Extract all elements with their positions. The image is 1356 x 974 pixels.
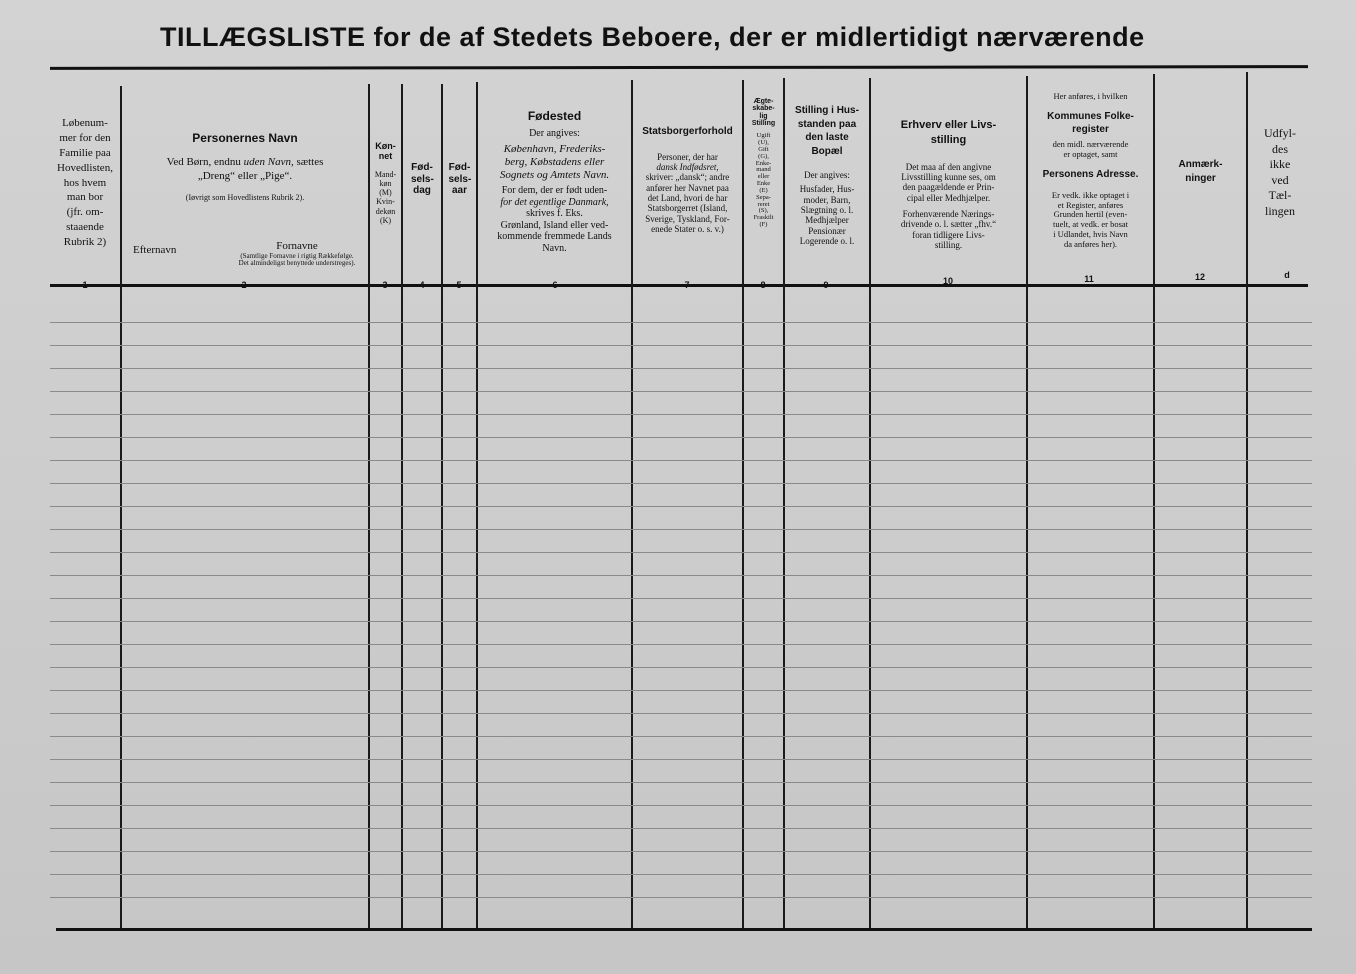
row-line xyxy=(50,874,1312,875)
column-number: d xyxy=(1284,270,1290,280)
header-col-3: Køn-net Mand- køn (M) Kvin- dekøn (K) xyxy=(374,141,397,225)
row-line xyxy=(50,437,1312,438)
row-line xyxy=(50,598,1312,599)
row-line xyxy=(50,345,1312,346)
row-line xyxy=(50,368,1312,369)
row-line xyxy=(50,552,1312,553)
column-number: 11 xyxy=(1084,274,1094,284)
column-number: 4 xyxy=(419,280,425,290)
row-line xyxy=(50,621,1312,622)
row-line xyxy=(50,483,1312,484)
row-line xyxy=(50,414,1312,415)
row-line xyxy=(50,851,1312,852)
row-line xyxy=(50,782,1312,783)
column-number: 5 xyxy=(456,280,462,290)
bottom-rule xyxy=(56,928,1312,931)
form-title: TILLÆGSLISTE for de af Stedets Beboere, der er midlertidigt nærværende xyxy=(160,22,1145,52)
column-number: 3 xyxy=(382,280,388,290)
row-line xyxy=(50,460,1312,461)
row-line xyxy=(50,897,1312,898)
header-col-1: Løbenum- mer for den Familie paa Hovedlisten, hos hvem man bor (jfr. om- staaende Rubrik 2) xyxy=(57,117,113,248)
header-col-4: Fød-sels-dag xyxy=(411,162,434,196)
row-line xyxy=(50,575,1312,576)
row-line xyxy=(50,690,1312,691)
row-line xyxy=(50,713,1312,714)
header-col-d: Udfyl- des ikke ved Tæl- lingen xyxy=(1264,126,1296,218)
row-line xyxy=(50,391,1312,392)
top-rule xyxy=(50,65,1308,70)
column-number: 1 xyxy=(82,280,88,290)
row-line xyxy=(50,736,1312,737)
column-number: 8 xyxy=(760,280,766,290)
row-line xyxy=(50,529,1312,530)
column-number: 9 xyxy=(823,280,829,290)
row-line xyxy=(50,322,1312,323)
column-number: 2 xyxy=(241,280,247,290)
column-number: 12 xyxy=(1194,272,1206,282)
row-line xyxy=(50,759,1312,760)
header-col-10: Erhverv eller Livs-stilling Det maa af den angivne Livsstilling kunne ses, om den paagældende er Prin- cipal eller Medhjælper. Forhenværende Nærings- drivende o. l. sætter „fhv.“ foran tidligere Livs- stilling. xyxy=(900,119,997,251)
row-line xyxy=(50,506,1312,507)
row-line xyxy=(50,644,1312,645)
column-number: 7 xyxy=(684,280,690,290)
header-col-6: Fødested Der angives: København, Frederiks- berg, Købstadens eller Sognets og Amtets Navn. For dem, der er født uden- for det egentlige Danmark, skrives f. Eks. Grønland, Island eller ved- kommende fremmede Lands Navn. xyxy=(497,109,612,254)
row-line xyxy=(50,828,1312,829)
header-col-7: Statsborgerforhold Personer, der har dansk Indfødsret, skriver: „dansk“; andre anfører her Navnet paa det Land, hvori de har Statsborgerret (Island, Sverige, Tyskland, For- enede Stater o. s. v.) xyxy=(642,126,733,234)
header-col-5: Fød-sels-aar xyxy=(448,162,472,196)
row-line xyxy=(50,667,1312,668)
row-line xyxy=(50,805,1312,806)
header-col-9: Stilling i Hus-standen paa den laste Bopæl Der angives: Husfader, Hus- moder, Barn, Slægtning o. l. Medhjælper Pensionær Logerende o. l. xyxy=(795,105,859,247)
header-col-2: Personernes Navn Ved Børn, endnu uden Navn, sættes „Dreng“ eller „Pige“. (Iøvrigt som Hovedlistens Rubrik 2). Efternavn Fornavne (Samtlige Fornavne i rigtig Rækkefølge. Det almindeligst benyttede understreges). xyxy=(133,131,356,267)
header-col-8: Ægte-skabe-lig Stilling Ugift (U), Gift (G), Enke- mand eller Enke (E) Sepa- reret (S), Fraskilt (F) xyxy=(751,98,776,228)
header-bottom-rule xyxy=(50,284,1308,287)
header-col-11: Her anføres, i hvilken Kommunes Folke-register den midl. nærværende er optaget, samt Personens Adresse. Er vedk. ikke optaget i et Register, anføres Grunden hertil (even- tuelt, at vedk. er bosat i Udlandet, hvis Navn da anføres her). xyxy=(1042,91,1139,249)
column-number: 6 xyxy=(552,280,558,290)
header-col-12: Anmærk-ninger xyxy=(1178,159,1223,184)
column-number: 10 xyxy=(942,276,954,286)
